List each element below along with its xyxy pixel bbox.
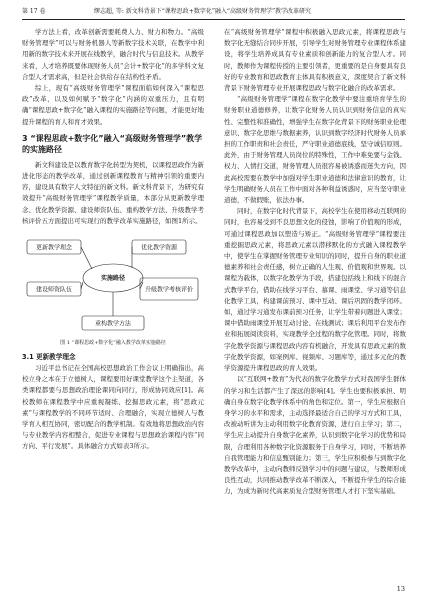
paragraph: 同时，在数字化时代背景下，高校学生在使用移动互联网的同时，也容易受到不良思想文化的侵蚀，影响了价值观的形成，可通过课程思政加以塑造与矫正。“高级财务管理学”课程要注重挖掘思政元素，将思政元素以潜移默化的方式融入课程教学中，使学生在掌握财务管理专业知识的同时，提升自身的职业道德素养和社会责任感，树立正确的人生观、价值观和世界观。以课程为载体，以数字化教学为手段，搭建包括线上和线下的混合式教学平台，借助在线学习平台、慕课、雨课堂、学习通等信息化教学工具，构建课前预习、课中互动、课后巩固的教学闭环。如，通过学习通发布课前预习任务，让学生带着问题进入课堂；课中借助雨课堂开展互动讨论、在线测试；课后利用平台发布作业和拓展阅读资料，实现教学全过程的数字化管理。同时，将数字化教学资源与课程思政内容有机融合，开发具有思政元素的数字化教学资源，如案例库、视频库、习题库等，通过多元化的教学资源提升课程思政的育人效果。 [224,207,406,373]
paragraph: 习近平总书记在全国高校思想政治工作会议上明确指出，高校立身之本在于立德树人，课程要用好课堂教学这个主渠道，各类课程都要与思想政治理论课同向同行，形成协同效应[1]。高校教师在课程教学中应重视凝练、挖掘思政元素，将“思政元素”与课程教学的不同环节适时、合理融合，实现立德树人与教学育人相互协同，密切配合的教学机制。有效地将思想政治内容与专业教学内容相整合，促进专业课程与思想政治课程内容“同方向、平行发展”。具体融合方式如表3所示。 [22,364,204,451]
paragraph: 以“互联网+教育”为代表的数字化教学方式对我国学生群体的学习和生活都产生了深远的影响[4]。学生也要积极承担、明确自身在数字化教学体系中的角色和定位。第一，学生应根据自身学习的水平和需求，主动选择最适合自己的学习方式和工具，改被动听讲为主动利用数字化教育资源，进行自主学习；第二，学生应主动提升自身数字化素养，认识到数字化学习的优势和局限，合理利用各种数字化资源服务于自身学习，同时，不断培养自我管理能力和信息甄别能力；第三，学生应积极参与到数字化教学改革中，主动向教师反馈学习中的问题与建议，与教师形成良性互动，共同推动教学改革不断深入，不断提升学生的综合能力，为成为新时代高素质复合型财务管理人才打下坚实基础。 [224,375,406,496]
subsection-heading: 3.1 更新教学理念 [22,353,76,362]
diagram-node-label: 升级教学考核评价 [144,286,194,294]
running-title: 缪志超, 等: 新文科背景下“课程思政+数字化”融入“高级财务管理学”教学改革研究 [94,8,312,15]
page-number: 13 [396,585,405,593]
right-column [224,27,406,577]
diagram-node-label: 优化教学资源 [140,244,178,252]
diagram [22,232,204,338]
paragraph: 学方法上看，改革创新需要耗费人力、财力和物力。“高级财务管理学”可以与财务机器人等新数字技术关联，在教学中利用新的数字技术来开展在线教学，融合时代与信息技术。从教学来看，人才培养既要体现财务人员“会计+数字化”的多学科文复合型人才需求高，但是社会供给存在结构性矛盾。 [22,28,204,81]
volume-label: 第 17 卷 [22,8,46,15]
diagram-center-label: 实施路径 [100,275,126,283]
paragraph: 在“高级财务管理学”课程中积极融入思政元素，将课程思政与数字化无缝结合同步开展，引导学生对财务管理专业课程体系建设，将学生培养成具有专业素质和创新能力的复合型人才。同时，教师作为课程传授的主要引领者，更重要的是自身要具有良好的专业教育和思政教育主体具有积极意义，深度契合了新文科背景下财务管理专业开展课程思政与数字化融合的改革需求。 [224,28,406,93]
figure-implementation-path [22,232,204,338]
paragraph: “高级财务管理学”课程在数字化教学中要注重培育学生的财务职业道德修养，让数字化财务人员认识到财务信息的真实性、完整性和准确性，增强学生在数字化背景下的财务职业伦理意识、数字化思维与数据素养，认识到数字经济时代财务人员承担的工作职责和社会责任，严守职业道德底线，坚守诚信原则。此外，由于财务管理人员岗位的特殊性，工作中难免要与金钱、权力、人情打交道，财务管理人员很容易被诱惑而迷失方向，因此高校需要在教学中加强对学生职业道德和法律意识的教育，让学生明确财务人员在工作中面对各种利益诱惑时，应当坚守职业道德，不做假账，依法办事。 [224,95,406,205]
left-column [22,27,204,587]
section-heading: 3 “课程思政+数字化”融入“高级财务管理学”教学的实施路径 [22,133,203,154]
diagram-node-label: 重构教学方法 [94,320,132,328]
running-header [22,5,405,20]
diagram-node-label: 更新教学理念 [35,244,73,252]
diagram-node-label: 建设师资队伍 [35,286,73,294]
figure-caption: 图 1 “课程思政+数字化”融入教学改革实施路径 [60,340,166,347]
paragraph: 新文科建设是以教育数字化转型为契机，以课程思政作为新进化形态的教学改革，通过创新课程教育与精神引领的重要内容，建设具有数字人文特征的新文科。新文科背景下，为研究有效提升“高级财务管理学”课程教学质量，本部分从更新教学理念、优化教学资源、建设师资队伍、重构教学方法、升级教学考核评价五方面提出可实现行的教学改革实施路径，如图1所示。 [22,160,204,225]
paragraph: 综上，现有“高级财务管理学”课程面临如何深入“课程思政”改革，以及如何赋予“数字化”内涵的双重压力，且有明确“课程思政+数字化”融入课程的实施路径等问题，才能更好地提升课程的育人和育才效果。 [22,84,204,126]
